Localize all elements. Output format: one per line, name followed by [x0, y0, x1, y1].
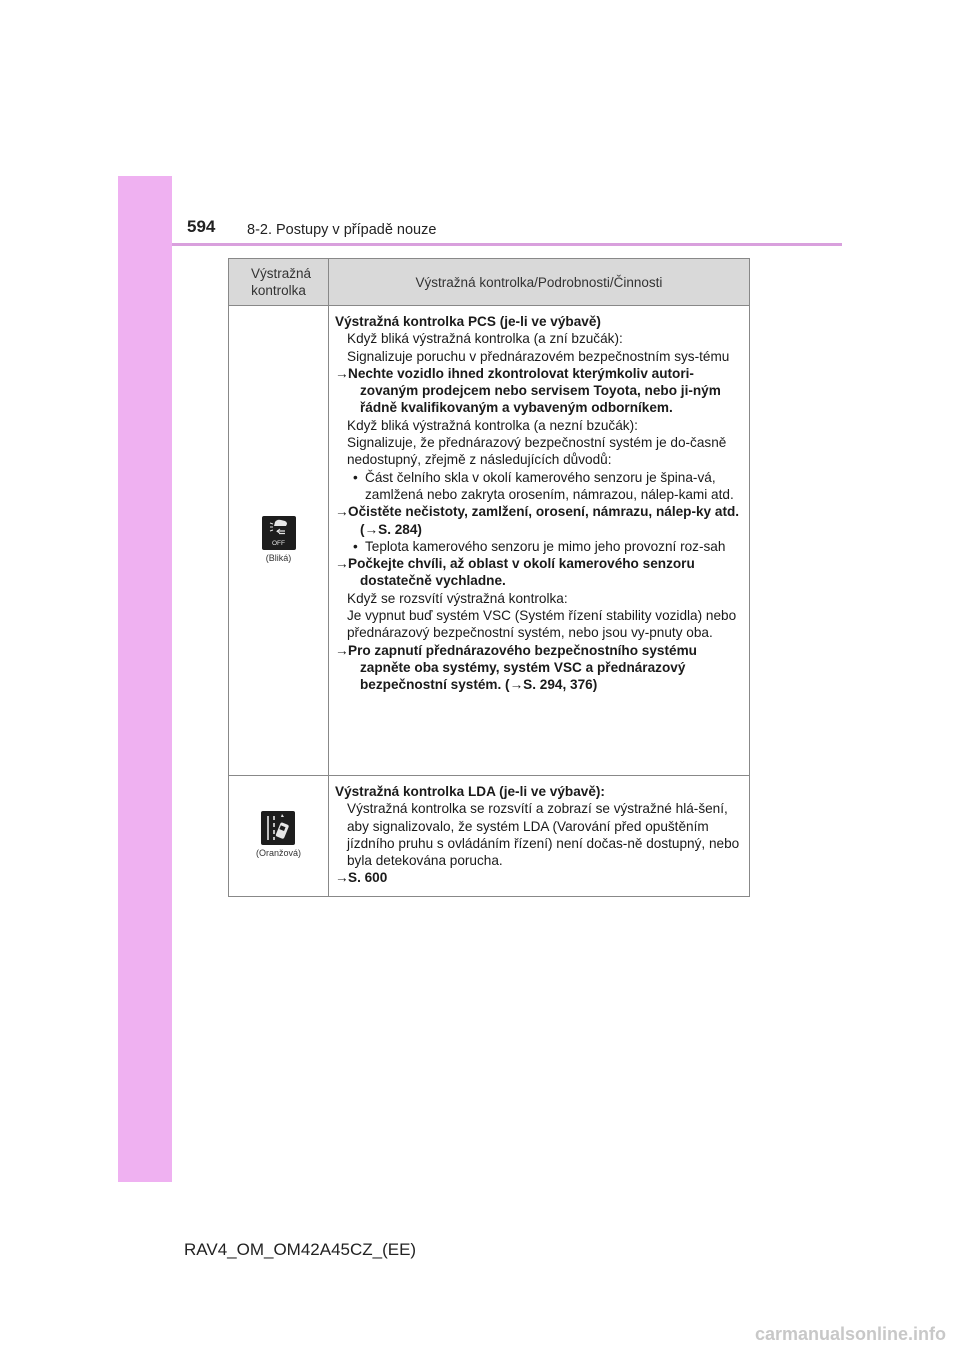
bullet-text: Teplota kamerového senzoru je mimo jeho provozní roz-sah	[365, 538, 726, 554]
action-text: Pro zapnutí přednárazového bezpečnostního systému zapněte oba systémy, systém VSC a přednárazový bezpečnostní systém. (	[348, 642, 697, 693]
arrow-icon: →	[335, 504, 349, 520]
document-code: RAV4_OM_OM42A45CZ_(EE)	[184, 1240, 417, 1259]
bullet-line	[335, 469, 743, 504]
arrow-icon: →	[509, 677, 524, 693]
arrow-icon: →	[335, 870, 349, 886]
text-line: Je vypnut buď systém VSC (Systém řízení stability vozidla) nebo přednárazový bezpečnostní systém, nebo jsou vy-pnuty oba.	[347, 608, 737, 641]
lda-title: Výstražná kontrolka LDA (je-li ve výbavě):	[335, 784, 605, 799]
arrow-icon: →	[335, 365, 349, 381]
text-line: Když bliká výstražná kontrolka (a zní bzučák):	[347, 331, 623, 347]
text-line: Signalizuje poruchu v přednárazovém bezpečnostním sys-tému	[347, 348, 730, 364]
chapter-tab-strip	[118, 176, 172, 1182]
pcs-details	[329, 306, 750, 776]
action-line	[335, 555, 743, 590]
action-line	[335, 869, 743, 886]
arrow-icon: →	[335, 642, 349, 658]
page-ref: S. 284)	[378, 521, 422, 537]
pcs-warning-lamp-icon	[262, 516, 296, 550]
action-line	[335, 365, 743, 417]
section-title: 8-2. Postupy v případě nouze	[247, 222, 437, 238]
lamp-off-label: OFF	[272, 539, 285, 547]
lda-warning-lamp-icon	[261, 811, 295, 845]
action-line	[335, 503, 743, 538]
table-header-row	[229, 259, 750, 306]
col-header-details: Výstražná kontrolka/Podrobnosti/Činnosti	[329, 259, 750, 306]
lamp-caption: (Oranžová)	[255, 847, 301, 858]
table-row	[229, 776, 750, 897]
bullet-icon: •	[353, 469, 358, 485]
action-text: Počkejte chvíli, až oblast v okolí kamerového senzoru dostatečně vychladne.	[348, 556, 695, 589]
table-row	[229, 306, 750, 776]
header-divider	[172, 243, 842, 246]
page-ref: S. 600	[348, 870, 388, 886]
text-line: Když se rozsvítí výstražná kontrolka:	[347, 590, 568, 606]
arrow-icon: →	[364, 521, 379, 537]
warning-lamp-table	[228, 258, 750, 897]
bullet-icon: •	[353, 538, 358, 554]
action-text: Očistěte nečistoty, zamlžení, orosení, námrazu, nálep-ky atd. (	[348, 504, 740, 537]
action-line	[335, 642, 743, 694]
watermark: carmanualsonline.info	[754, 1324, 946, 1344]
action-text: Nechte vozidlo ihned zkontrolovat kterýmkoliv autori-zovaným prodejcem nebo servisem Toyota, nebo ji-ným řádně kvalifikovaným a vybaveným odborníkem.	[348, 365, 721, 416]
text-line: Když bliká výstražná kontrolka (a nezní bzučák):	[347, 417, 638, 433]
lda-details	[329, 776, 750, 897]
page-ref: S. 294, 376)	[523, 677, 598, 693]
bullet-line	[335, 538, 743, 555]
lamp-cell	[229, 776, 329, 897]
lamp-caption: (Bliká)	[265, 552, 292, 563]
text-line: Signalizuje, že přednárazový bezpečnostní systém je do-časně nedostupný, zřejmě z následujících důvodů:	[347, 435, 727, 468]
bullet-text: Část čelního skla v okolí kamerového senzoru je špina-vá, zamlžená nebo zakryta orosením, námrazou, nálep-kami atd.	[365, 469, 734, 502]
col-header-lamp: Výstražná kontrolka	[229, 259, 329, 306]
page-number: 594	[187, 217, 216, 236]
text-line: Výstražná kontrolka se rozsvítí a zobrazí se výstražné hlá-šení, aby signalizovalo, že systém LDA (Varování před opuštěním jízdního pruhu s ovládáním řízení) není dočas-ně dostupný, nebo byla detekována porucha.	[347, 801, 740, 869]
arrow-icon: →	[335, 556, 349, 572]
lamp-cell	[229, 306, 329, 776]
pcs-title: Výstražná kontrolka PCS (je-li ve výbavě)	[335, 314, 601, 329]
